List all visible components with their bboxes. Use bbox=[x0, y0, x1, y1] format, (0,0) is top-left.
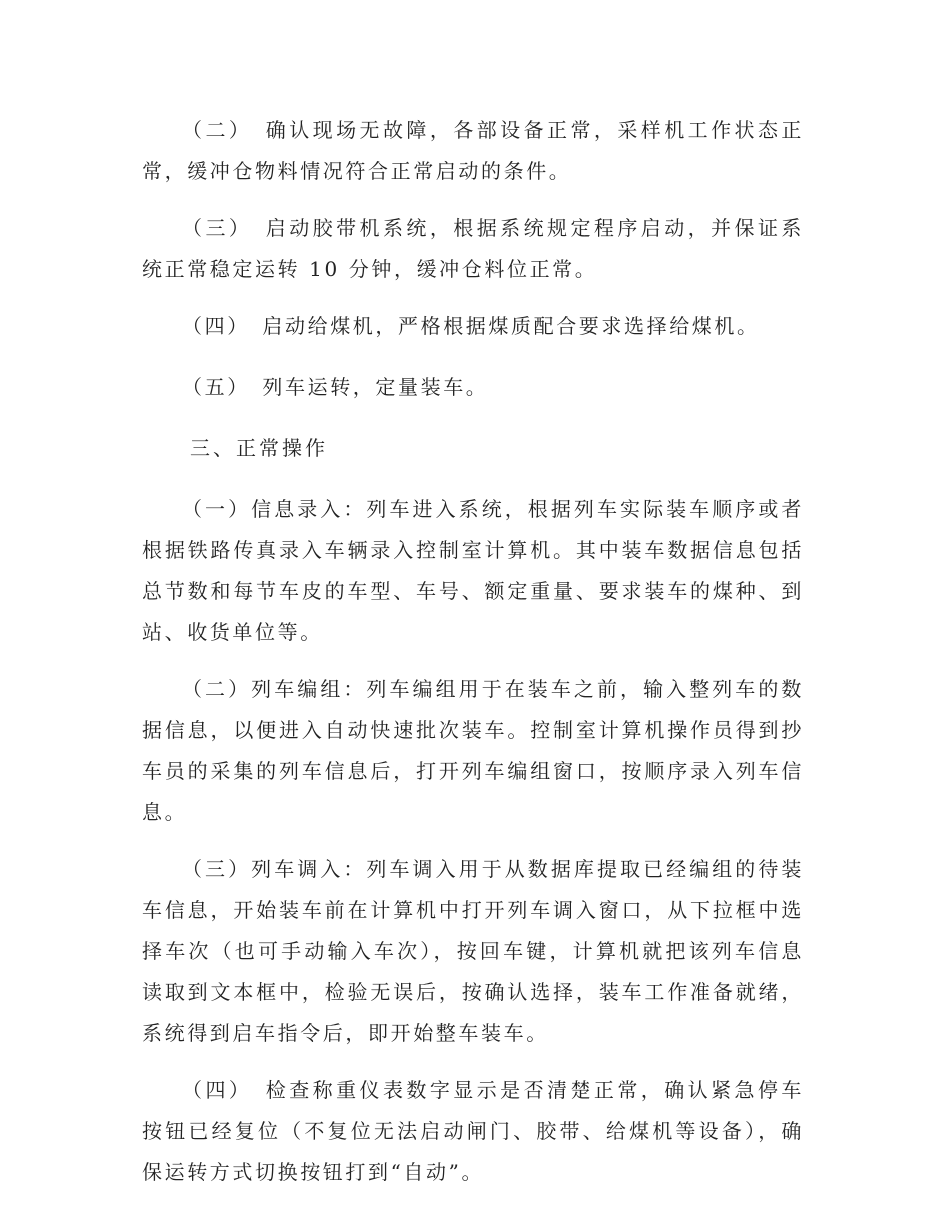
paragraph-start-belt-system: （三） 启动胶带机系统，根据系统规定程序启动，并保证系统正常稳定运转 10 分钟，缓冲仓料位正常。 bbox=[142, 216, 804, 281]
paragraph-train-operation: （五） 列车运转，定量装车。 bbox=[182, 375, 489, 399]
paragraph-info-entry: （一）信息录入：列车进入系统，根据列车实际装车顺序或者根据铁路传真录入车辆录入控制室计算机。其中装车数据信息包括总节数和每节车皮的车型、车号、额定重量、要求装车的煤种、到站、收货单位等。 bbox=[142, 497, 804, 644]
document-body bbox=[142, 110, 804, 1209]
paragraph-check-instruments: （四） 检查称重仪表数字显示是否清楚正常，确认紧急停车按钮已经复位（不复位无法启动闸门、胶带、给煤机等设备），确保运转方式切换按钮打到“自动”。 bbox=[142, 1078, 804, 1184]
section-heading-normal-operation: 三、正常操作 bbox=[190, 436, 328, 460]
paragraph-train-loading: （三）列车调入：列车调入用于从数据库提取已经编组的待装车信息，开始装车前在计算机中打开列车调入窗口，从下拉框中选择车次（也可手动输入车次），按回车键，计算机就把该列车信息读取到文本框中，检验无误后，按确认选择，装车工作准备就绪，系统得到启车指令后，即开始整车装车。 bbox=[142, 857, 804, 1045]
paragraph-start-feeder: （四） 启动给煤机，严格根据煤质配合要求选择给煤机。 bbox=[182, 314, 760, 338]
paragraph-confirm-site: （二） 确认现场无故障，各部设备正常，采样机工作状态正常，缓冲仓物料情况符合正常启动的条件。 bbox=[142, 118, 804, 183]
paragraph-train-formation: （二）列车编组：列车编组用于在装车之前，输入整列车的数据信息，以便进入自动快速批次装车。控制室计算机操作员得到抄车员的采集的列车信息后，打开列车编组窗口，按顺序录入列车信息。 bbox=[142, 677, 804, 824]
